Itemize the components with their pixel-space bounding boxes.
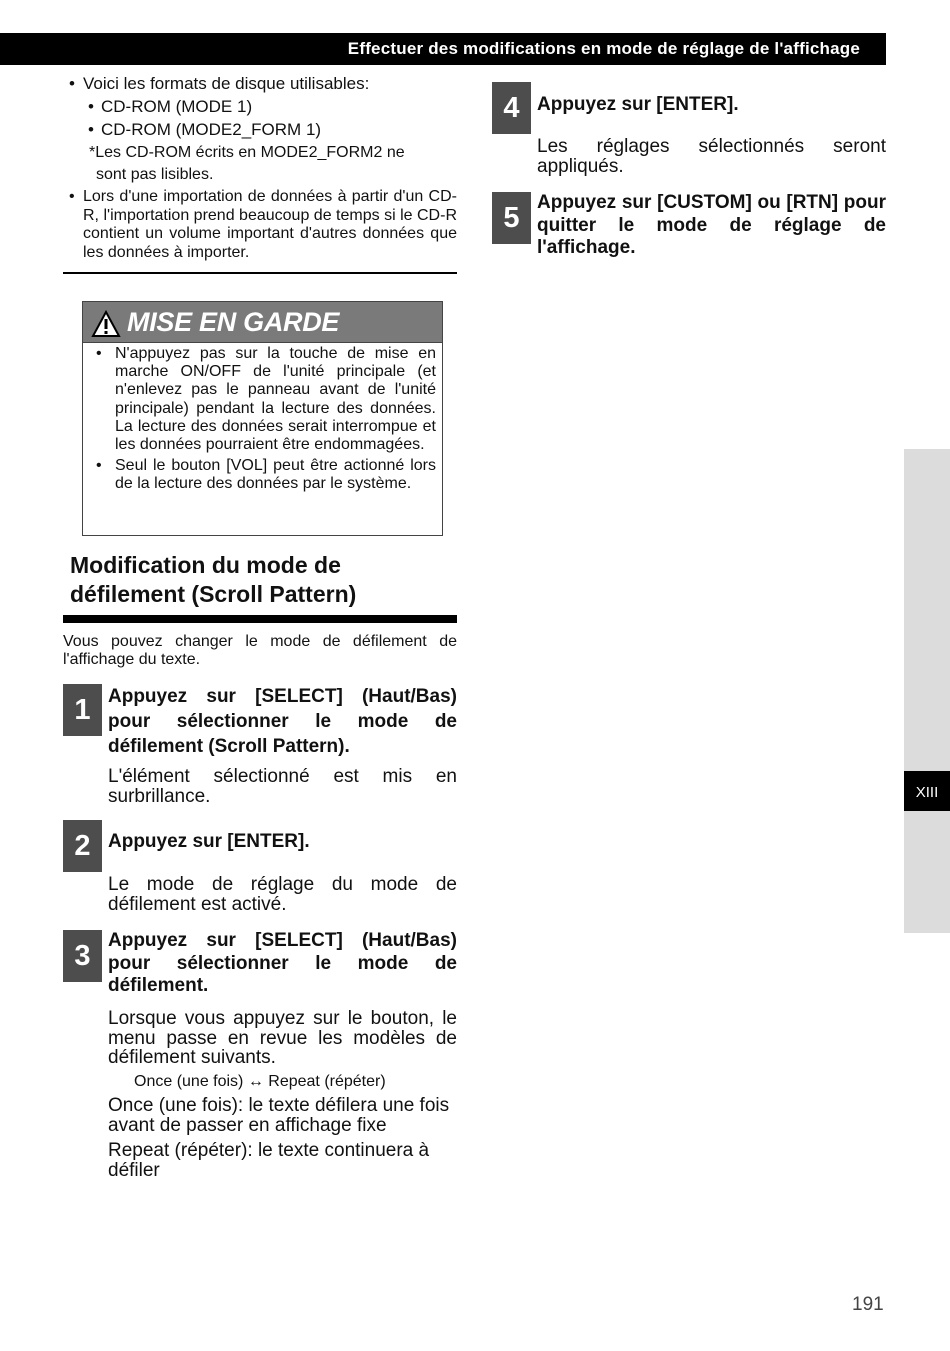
step-5 (492, 192, 886, 272)
step-number: 5 (492, 192, 531, 244)
format-item: • CD-ROM (MODE 1) (63, 96, 457, 118)
warning-box (82, 301, 443, 536)
step-title: Appuyez sur [ENTER]. (537, 94, 739, 115)
step-4 (492, 82, 886, 182)
warning-header (83, 302, 442, 343)
section-rule (63, 615, 457, 623)
step-body: L'élément sélectionné est mis en surbrillance. (108, 766, 457, 807)
section-title-line: Modification du mode de (70, 552, 341, 578)
step-body: Le mode de réglage du mode de défilement est activé. (108, 874, 457, 915)
formats-intro: • Voici les formats de disque utilisables: (63, 73, 457, 95)
step-body: Lorsque vous appuyez sur le bouton, le menu passe en revue les modèles de défilement suivants. (108, 1008, 457, 1068)
chapter-tab[interactable]: XIII (904, 771, 950, 811)
format-note-cont: sont pas lisibles. (96, 166, 214, 183)
warning-body (83, 343, 442, 494)
chapter-index-strip (904, 449, 950, 933)
step-3 (63, 930, 457, 1190)
repeat-description: Repeat (répéter): le texte continuera à défiler (108, 1140, 430, 1181)
warning-title: MISE EN GARDE (127, 307, 340, 337)
step-2 (63, 820, 457, 920)
formats-block (63, 72, 457, 274)
page-number: 191 (852, 1294, 884, 1315)
step-number: 4 (492, 82, 531, 134)
warning-triangle-icon (91, 310, 121, 338)
warning-item: • Seul le bouton [VOL] peut être actionné lors de la lecture des données par le système. (91, 457, 436, 493)
divider (63, 272, 457, 274)
section-title-line: défilement (Scroll Pattern) (70, 581, 357, 607)
scroll-sequence: Once (une fois) ↔ Repeat (répéter) (134, 1073, 386, 1090)
step-body: Les réglages sélectionnés seront appliqués. (537, 136, 886, 177)
step-title: Appuyez sur [SELECT] (Haut/Bas) pour sélectionner le mode de défilement. (108, 930, 457, 996)
step-title: Appuyez sur [CUSTOM] ou [RTN] pour quitter le mode de réglage de l'affichage. (537, 192, 886, 258)
header-title: Effectuer des modifications en mode de réglage de l'affichage (347, 39, 860, 58)
once-description: Once (une fois): le texte défilera une fois avant de passer en affichage fixe (108, 1095, 450, 1136)
step-1 (63, 684, 457, 814)
section-title (70, 551, 356, 609)
section-intro: Vous pouvez changer le mode de défilement de l'affichage du texte. (63, 633, 457, 668)
step-title: Appuyez sur [SELECT] (Haut/Bas) pour sélectionner le mode de défilement (Scroll Pattern). (108, 686, 457, 757)
import-note: • Lors d'une importation de données à partir d'un CD-R, l'importation prend beaucoup de temps si le CD-R contient un volume important d'autres données que les données à importer. (63, 188, 457, 262)
format-item: • CD-ROM (MODE2_FORM 1) (63, 119, 457, 141)
warning-item: • N'appuyez pas sur la touche de mise en marche ON/OFF de l'unité principale (et n'enlevez pas le panneau avant de l'unité principale) pendant la lecture des données. La lecture des données serait interrompue et les données pourraient être endommagées. (91, 345, 436, 454)
step-number: 3 (63, 930, 102, 982)
header-bar (0, 33, 886, 65)
step-title: Appuyez sur [ENTER]. (108, 831, 310, 852)
format-note: *Les CD-ROM écrits en MODE2_FORM2 ne (89, 144, 405, 161)
step-number: 1 (63, 684, 102, 736)
step-number: 2 (63, 820, 102, 872)
